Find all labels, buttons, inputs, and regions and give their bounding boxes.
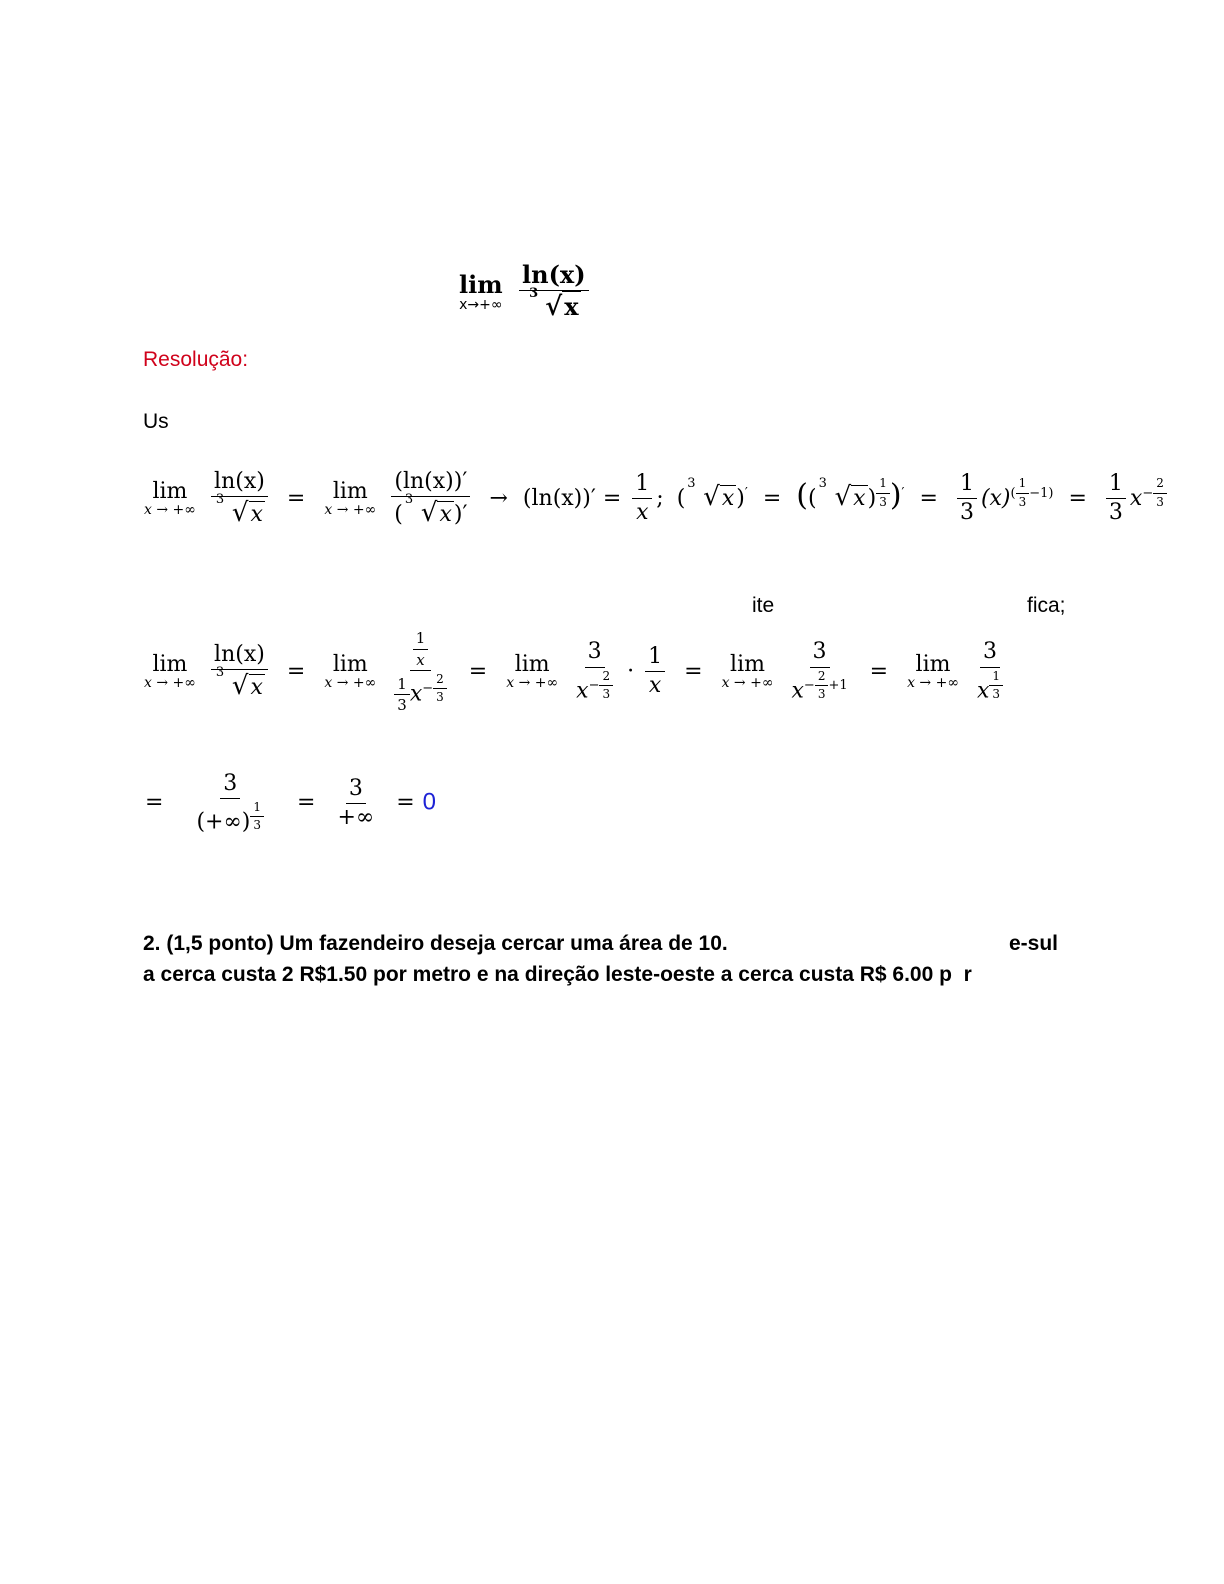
paren-infinity: (+∞) (196, 809, 251, 835)
fraction-three-over-inf-power (182, 772, 278, 835)
numerator: 1 (645, 645, 665, 672)
question-2-line-1-end: e-sul (1009, 932, 1059, 955)
radical-icon: √ (420, 498, 438, 529)
fraction-one-over-x (632, 472, 652, 525)
prime: ′ (901, 485, 905, 501)
denominator: x (416, 650, 425, 669)
exp-den: 3 (602, 686, 611, 701)
lim-1 (144, 652, 196, 691)
prime: ′ (744, 485, 748, 501)
fraction-complex: $\frac{1}{x}$ $\frac{1}{3}$ $x^{- \frac{2}{3}}$ (391, 630, 450, 714)
partial-text-ite: ite (752, 594, 775, 617)
radicand: x (250, 675, 263, 701)
x-var: x (576, 678, 589, 704)
top-numerator: ln(x) (519, 262, 589, 291)
semicolon: ; (656, 485, 664, 511)
numerator: ln(x) (211, 643, 268, 670)
cube-root (214, 492, 265, 529)
resolution-label: Resolução: (143, 348, 249, 371)
fraction-three-over-cube-root (974, 640, 1006, 703)
multiply-dot: · (627, 658, 635, 684)
x-var: x (1129, 485, 1143, 511)
derivation-line-2 (140, 630, 1010, 714)
lim-sub: x → +∞ (144, 675, 196, 692)
radical-icon: √ (834, 481, 852, 512)
lim-sub: x → +∞ (144, 502, 196, 519)
equals-sign: = (468, 658, 488, 684)
numerator: ln(x) (211, 470, 268, 497)
fraction-three-over-x-plus-one: 3 $x^{- \frac{2}{3} +1}$ (791, 639, 848, 704)
lim-2 (324, 652, 376, 691)
exp-den: 3 (436, 690, 444, 705)
exp-num: 1 (250, 801, 264, 817)
lim-sub: x → +∞ (324, 502, 377, 519)
numerator: 3 (220, 772, 240, 799)
denominator: 3 (397, 696, 407, 715)
lim-text: lim (459, 270, 503, 300)
exp-num: 2 (433, 673, 447, 689)
lim-text: lim (332, 479, 368, 505)
result-value: 0 (422, 788, 437, 816)
numerator: 3 (810, 640, 830, 667)
derivation-line-1: lim x → +∞ ln(x) 3 √x = lim x → +∞ (ln(x))′ ( 3 √x)′ → (ln(x))′ = $\frac{1}{x}$ ; ( 3 √x)′ = (( 3 √x) $^{\frac{1}{3}}$ )′ = $\frac{1}{3}$ $(x)^{( \frac{1}{3} -1)}$ = $\frac{1}{3}$ $x^{- \frac{2}{3}}$ (140, 470, 1167, 528)
prime: ′ (462, 502, 468, 528)
denominator: x (636, 500, 649, 526)
numerator: 3 (980, 640, 1000, 667)
fraction-three-over-inf (334, 777, 377, 830)
exp-den: 3 (253, 818, 262, 833)
cube-root (527, 286, 580, 323)
root-index: 3 (215, 665, 225, 681)
arrow: → (489, 485, 508, 511)
equals-sign: = (1068, 485, 1087, 511)
lim-5 (907, 652, 959, 691)
equals-sign: = (286, 485, 306, 511)
lim-sub: x→+∞ (459, 297, 503, 314)
fraction-three-over-x: 3 $x^{- \frac{2}{3}}$ (573, 640, 616, 703)
numerator: 1 (1106, 472, 1126, 499)
lim-text: lim (915, 652, 951, 678)
exp-plus-one: +1 (828, 677, 848, 693)
denominator: x (648, 673, 662, 699)
exp-num: 1 (989, 670, 1003, 686)
numerator: 3 (585, 640, 605, 667)
radicand: x (721, 485, 735, 511)
x-var: x (409, 681, 423, 707)
cube-root (817, 475, 868, 512)
denominator: +∞ (337, 804, 375, 830)
derivative-ln: (ln(x))′ = (522, 485, 622, 511)
lim-text: lim (514, 652, 550, 678)
numerator: 1 (413, 630, 429, 650)
lim-1 (144, 479, 196, 518)
coef-one-third (957, 472, 977, 525)
cube-root (214, 665, 265, 702)
top-limit-expression (455, 262, 593, 322)
numerator: 1 (632, 472, 652, 499)
top-fraction (519, 262, 589, 322)
cube-root (685, 475, 736, 512)
lim-text: lim (332, 652, 368, 678)
partial-text-us: Us (143, 410, 169, 433)
derivation-line-3 (145, 772, 436, 835)
numerator: 1 (394, 676, 410, 696)
denominator: 3 (959, 500, 974, 526)
lim-2 (324, 479, 376, 518)
top-lim (459, 270, 503, 313)
lim-sub: x → +∞ (506, 675, 559, 692)
equals-sign: = (684, 658, 703, 684)
question-2-line-2: a cerca custa 2 R$1.50 por metro e na direção leste-oeste a cerca custa R$ 6.00 p r (143, 963, 972, 986)
numerator: (ln(x))′ (391, 470, 470, 497)
coef-one-third-2 (1106, 472, 1126, 525)
fraction-derivatives: (ln(x))′ ( 3 √x)′ (391, 470, 470, 528)
exp-den: 3 (1156, 494, 1164, 509)
equals-sign: = (286, 658, 306, 684)
numerator: 1 (957, 472, 977, 499)
fraction-ln-over-root (211, 470, 268, 528)
root-index: 3 (687, 475, 696, 491)
question-2-line-1: 2. (1,5 ponto) Um fazendeiro deseja cercar uma área de 10. (143, 932, 728, 955)
radical-icon: √ (231, 498, 249, 529)
radicand: x (853, 485, 866, 511)
root-index: 3 (529, 286, 539, 302)
exp-den: 3 (817, 686, 826, 701)
fraction-one-over-x (645, 645, 665, 698)
root-index: 3 (818, 475, 827, 491)
radicand: x (564, 292, 579, 322)
top-denominator (524, 286, 583, 323)
numerator: 3 (346, 777, 366, 804)
lim-text: lim (152, 652, 188, 678)
radical-icon: √ (231, 671, 249, 702)
lim-sub: x → +∞ (324, 675, 377, 692)
radical-icon: √ (545, 292, 563, 323)
denominator: 3 (1108, 500, 1123, 526)
partial-text-fica: fica; (1027, 594, 1066, 617)
root-index: 3 (215, 492, 225, 508)
x-paren: (x) (980, 485, 1011, 511)
lim-3 (506, 652, 558, 691)
exp-den: 3 (879, 494, 887, 509)
lim-sub: x → +∞ (721, 675, 774, 692)
root-index: 3 (404, 492, 414, 508)
radicand: x (439, 502, 452, 528)
radical-icon: √ (703, 481, 720, 512)
equals-sign: = (297, 790, 316, 816)
radicand: x (250, 502, 263, 528)
equals-sign: = (396, 790, 415, 816)
exp-num: 2 (1153, 477, 1167, 493)
equals-sign: = (762, 485, 782, 511)
exp-num: 1 (1016, 477, 1030, 493)
exp-minus-one: −1 (1029, 485, 1049, 501)
x-var: x (976, 678, 990, 704)
fraction-ln-over-root (211, 643, 268, 701)
equals-sign: = (145, 790, 164, 816)
exp-num: 2 (599, 670, 613, 686)
equals-sign: = (869, 658, 889, 684)
lim-text: lim (730, 652, 765, 678)
exp-den: 3 (1018, 494, 1027, 509)
exp-den: 3 (992, 686, 1001, 701)
exp-num: 2 (815, 670, 829, 686)
lim-4 (722, 652, 774, 691)
exp-num: 1 (876, 477, 890, 493)
equals-sign: = (919, 485, 938, 511)
lim-sub: x → +∞ (907, 675, 959, 692)
cube-root (403, 492, 454, 529)
lim-text: lim (152, 479, 188, 505)
x-var: x (791, 678, 804, 704)
